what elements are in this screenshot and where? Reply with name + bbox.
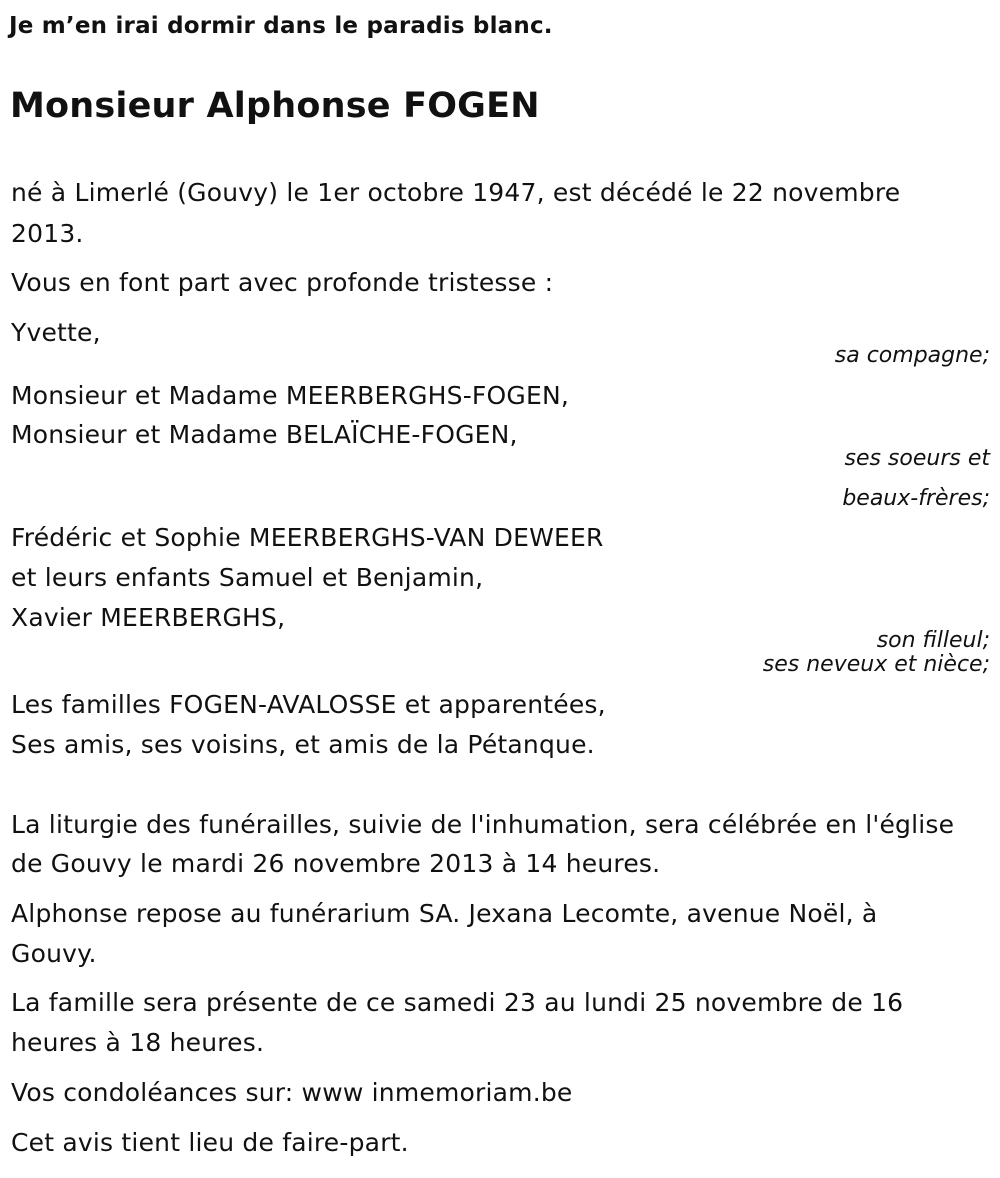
closing-line: Cet avis tient lieu de faire-part. — [11, 1128, 409, 1157]
rest-line-2: Gouvy. — [11, 939, 97, 968]
family-nephews-2: et leurs enfants Samuel et Benjamin, — [11, 563, 484, 592]
birth-line-1: né à Limerlé (Gouvy) le 1er octobre 1947, est décédé le 22 novembre — [11, 178, 901, 207]
birth-line-2: 2013. — [11, 219, 84, 248]
deceased-name: Monsieur Alphonse FOGEN — [10, 86, 540, 126]
role-godson: son filleul; — [876, 628, 990, 653]
role-sisters-2: beaux-frères; — [842, 486, 990, 511]
role-nephews: ses neveux et nièce; — [762, 652, 990, 677]
role-companion: sa compagne; — [834, 343, 990, 368]
family-sisters-1: Monsieur et Madame MEERBERGHS-FOGEN, — [11, 381, 570, 410]
visit-line-2: heures à 18 heures. — [11, 1028, 265, 1057]
liturgy-line-2: de Gouvy le mardi 26 novembre 2013 à 14 heures. — [11, 849, 661, 878]
family-nephews-3: Xavier MEERBERGHS, — [11, 603, 286, 632]
family-nephews-1: Frédéric et Sophie MEERBERGHS-VAN DEWEER — [11, 523, 604, 552]
motto: Je m’en irai dormir dans le paradis blanc. — [9, 13, 553, 39]
family-others-1: Les familles FOGEN-AVALOSSE et apparentées, — [11, 690, 606, 719]
role-sisters-1: ses soeurs et — [844, 446, 990, 471]
family-yvette: Yvette, — [11, 318, 101, 347]
announce-line: Vous en font part avec profonde tristesse : — [11, 268, 554, 297]
condolences-line: Vos condoléances sur: www inmemoriam.be — [11, 1078, 573, 1107]
liturgy-line-1: La liturgie des funérailles, suivie de l'inhumation, sera célébrée en l'église — [11, 810, 955, 839]
rest-line-1: Alphonse repose au funérarium SA. Jexana Lecomte, avenue Noël, à — [11, 899, 878, 928]
family-sisters-2: Monsieur et Madame BELAÏCHE-FOGEN, — [11, 420, 518, 449]
visit-line-1: La famille sera présente de ce samedi 23 au lundi 25 novembre de 16 — [11, 988, 904, 1017]
family-others-2: Ses amis, ses voisins, et amis de la Pétanque. — [11, 730, 595, 759]
